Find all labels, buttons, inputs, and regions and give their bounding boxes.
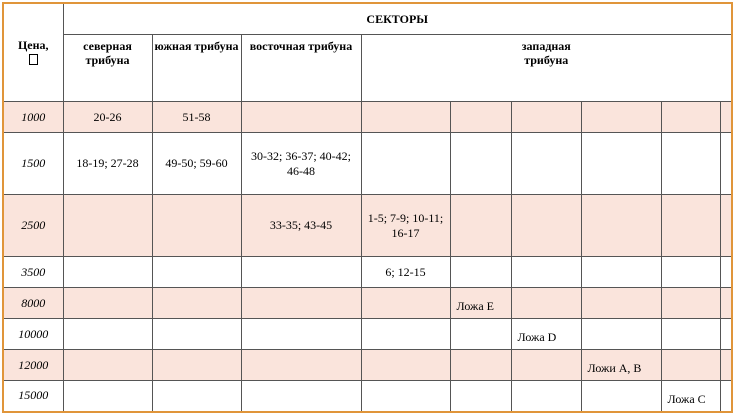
south-stand-cell: [152, 288, 241, 319]
south-stand-cell: [152, 195, 241, 257]
stand-header-west: [361, 35, 732, 102]
west-stand-cell: 1-5; 7-9; 10-11; 16-17: [361, 195, 450, 257]
stand-header-west-label: западная трибуна: [521, 39, 571, 67]
south-stand-cell: 51-58: [152, 102, 241, 133]
west-stand-cell: [581, 133, 661, 195]
west-stand-cell: [661, 257, 720, 288]
east-stand-cell: 30-32; 36-37; 40-42; 46-48: [241, 133, 361, 195]
west-stand-cell: [511, 257, 581, 288]
west-stand-cell: [661, 133, 720, 195]
west-stand-cell: [361, 319, 450, 350]
west-stand-cell: [450, 102, 511, 133]
north-stand-cell: [63, 288, 152, 319]
price-cell: 15000: [3, 381, 63, 412]
west-stand-cell: [581, 288, 661, 319]
price-row: [3, 288, 732, 319]
west-stand-cell: [450, 319, 511, 350]
ticket-price-table: [2, 2, 733, 413]
north-stand-cell: [63, 257, 152, 288]
east-stand-cell: [241, 350, 361, 381]
south-stand-cell: 49-50; 59-60: [152, 133, 241, 195]
south-stand-cell: [152, 381, 241, 412]
price-row: [3, 381, 732, 412]
price-cell: 12000: [3, 350, 63, 381]
south-stand-cell: [152, 350, 241, 381]
west-stand-cell: [361, 133, 450, 195]
west-stand-cell: [511, 195, 581, 257]
price-cell: 2500: [3, 195, 63, 257]
price-cell: 10000: [3, 319, 63, 350]
west-stand-cell: [450, 133, 511, 195]
north-stand-cell: [63, 195, 152, 257]
west-stand-cell: [581, 195, 661, 257]
stand-header-north: северная трибуна: [63, 35, 152, 102]
west-stand-cell: [720, 195, 732, 257]
east-stand-cell: [241, 288, 361, 319]
west-stand-cell: [511, 350, 581, 381]
west-stand-cell: Ложа С: [661, 381, 720, 412]
west-stand-cell: [720, 350, 732, 381]
north-stand-cell: 18-19; 27-28: [63, 133, 152, 195]
west-stand-cell: Ложа D: [511, 319, 581, 350]
west-stand-cell: [661, 350, 720, 381]
west-stand-cell: [661, 319, 720, 350]
stand-header-south: южная трибуна: [152, 35, 241, 102]
price-row: [3, 133, 732, 195]
currency-glyph-icon: [29, 54, 38, 65]
west-stand-cell: [720, 257, 732, 288]
west-stand-cell: [361, 350, 450, 381]
east-stand-cell: [241, 102, 361, 133]
price-cell: 1500: [3, 133, 63, 195]
west-stand-cell: [581, 102, 661, 133]
west-stand-cell: [720, 319, 732, 350]
price-column-header: [3, 3, 63, 102]
price-cell: 8000: [3, 288, 63, 319]
south-stand-cell: [152, 257, 241, 288]
west-stand-cell: [661, 102, 720, 133]
south-stand-cell: [152, 319, 241, 350]
west-stand-cell: [450, 350, 511, 381]
west-stand-cell: [361, 288, 450, 319]
west-stand-cell: [581, 319, 661, 350]
price-row: [3, 257, 732, 288]
west-stand-cell: [450, 257, 511, 288]
price-header-label: Цена,: [17, 37, 49, 52]
price-cell: 3500: [3, 257, 63, 288]
east-stand-cell: [241, 257, 361, 288]
sectors-title: СЕКТОРЫ: [63, 3, 732, 35]
west-stand-cell: [720, 381, 732, 412]
west-stand-cell: Ложа E: [450, 288, 511, 319]
west-stand-cell: [361, 102, 450, 133]
west-stand-cell: [511, 381, 581, 412]
north-stand-cell: [63, 319, 152, 350]
west-stand-cell: [720, 102, 732, 133]
west-stand-cell: [661, 195, 720, 257]
price-cell: 1000: [3, 102, 63, 133]
north-stand-cell: 20-26: [63, 102, 152, 133]
west-stand-cell: [511, 133, 581, 195]
price-row: [3, 350, 732, 381]
west-stand-cell: [450, 381, 511, 412]
price-rows: [3, 102, 732, 412]
west-stand-cell: [361, 381, 450, 412]
price-row: [3, 195, 732, 257]
west-stand-cell: Ложи А, В: [581, 350, 661, 381]
west-stand-cell: [581, 381, 661, 412]
east-stand-cell: 33-35; 43-45: [241, 195, 361, 257]
north-stand-cell: [63, 381, 152, 412]
west-stand-cell: [581, 257, 661, 288]
west-stand-cell: 6; 12-15: [361, 257, 450, 288]
west-stand-cell: [661, 288, 720, 319]
west-stand-cell: [720, 288, 732, 319]
west-stand-cell: [511, 102, 581, 133]
price-row: [3, 319, 732, 350]
west-stand-cell: [720, 133, 732, 195]
north-stand-cell: [63, 350, 152, 381]
east-stand-cell: [241, 319, 361, 350]
stand-header-east: восточная трибуна: [241, 35, 361, 102]
west-stand-cell: [450, 195, 511, 257]
west-stand-cell: [511, 288, 581, 319]
east-stand-cell: [241, 381, 361, 412]
price-row: [3, 102, 732, 133]
